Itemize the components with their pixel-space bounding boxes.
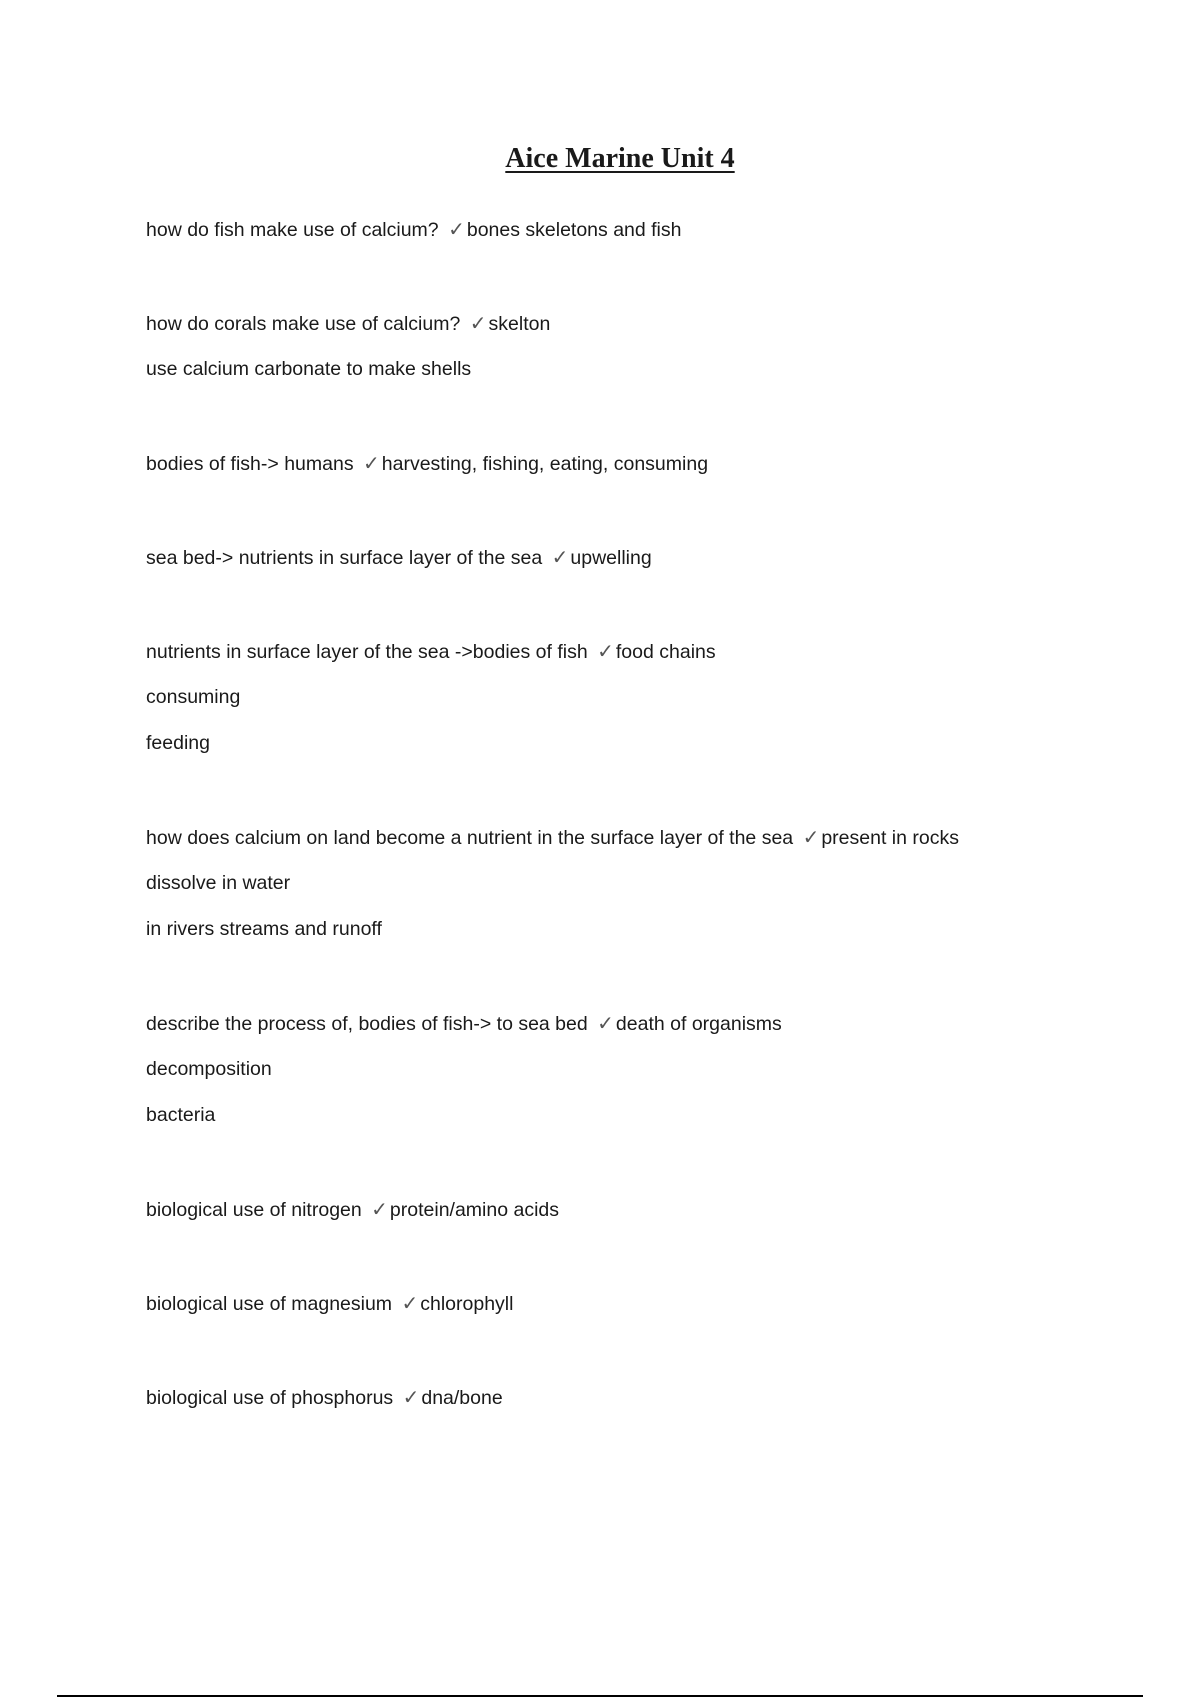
check-icon: ✓	[371, 1197, 388, 1221]
answer-line: in rivers streams and runoff	[146, 918, 382, 940]
question-text: describe the process of, bodies of fish-> to sea bed	[146, 1013, 588, 1035]
question-text: bodies of fish-> humans	[146, 453, 354, 475]
question-line	[146, 300, 1146, 346]
answer-line: decomposition	[146, 1058, 272, 1080]
answer-text: bones skeletons and fish	[466, 219, 682, 241]
question-text: biological use of nitrogen	[146, 1199, 362, 1221]
check-icon: ✓	[402, 1385, 420, 1409]
page-footer-rule	[57, 1695, 1143, 1697]
answer-text: present in rocks	[821, 827, 959, 849]
question-text: how do fish make use of calcium?	[146, 219, 439, 241]
flashcard	[146, 814, 1146, 952]
check-icon: ✓	[469, 311, 487, 335]
answer-text: upwelling	[570, 547, 652, 569]
flashcard	[146, 1000, 1146, 1138]
question-line	[146, 1186, 1146, 1232]
answer-text: dna/bone	[421, 1387, 503, 1409]
question-text: nutrients in surface layer of the sea ->bodies of fish	[146, 641, 588, 663]
answer-line: bacteria	[146, 1104, 216, 1126]
check-icon: ✓	[597, 1011, 614, 1035]
answer-text: chlorophyll	[420, 1293, 514, 1315]
check-icon: ✓	[597, 639, 614, 663]
answer-text: death of organisms	[615, 1013, 782, 1035]
answer-text: protein/amino acids	[389, 1199, 560, 1221]
flashcard-list	[146, 206, 1146, 1468]
flashcard	[146, 1186, 1146, 1232]
question-text: biological use of magnesium	[146, 1293, 393, 1315]
flashcard	[146, 628, 1146, 766]
answer-line: use calcium carbonate to make shells	[146, 358, 472, 380]
flashcard	[146, 440, 1146, 486]
question-line	[146, 1280, 1146, 1326]
flashcard	[146, 300, 1146, 392]
question-line	[146, 440, 1146, 486]
question-text: biological use of phosphorus	[146, 1387, 394, 1409]
flashcard	[146, 1280, 1146, 1326]
question-line	[146, 814, 1146, 860]
question-line	[146, 206, 1146, 252]
document-title: Aice Marine Unit 4	[505, 143, 735, 174]
check-icon: ✓	[448, 217, 465, 241]
check-icon: ✓	[363, 451, 380, 475]
answer-text: skelton	[488, 313, 551, 335]
question-text: how do corals make use of calcium?	[146, 313, 461, 335]
check-icon: ✓	[802, 825, 820, 849]
flashcard	[146, 534, 1146, 580]
answer-line: consuming	[146, 686, 241, 708]
answer-line: dissolve in water	[146, 872, 291, 894]
question-line	[146, 1000, 1146, 1046]
answer-text: food chains	[615, 641, 716, 663]
answer-line: feeding	[146, 732, 210, 754]
question-text: how does calcium on land become a nutrient in the surface layer of the sea	[146, 827, 794, 849]
question-line	[146, 534, 1146, 580]
check-icon: ✓	[551, 545, 569, 569]
flashcard	[146, 1374, 1146, 1420]
question-text: sea bed-> nutrients in surface layer of the sea	[146, 547, 543, 569]
check-icon: ✓	[401, 1291, 419, 1315]
question-line	[146, 628, 1146, 674]
question-line	[146, 1374, 1146, 1420]
answer-text: harvesting, fishing, eating, consuming	[381, 453, 709, 475]
flashcard	[146, 206, 1146, 252]
